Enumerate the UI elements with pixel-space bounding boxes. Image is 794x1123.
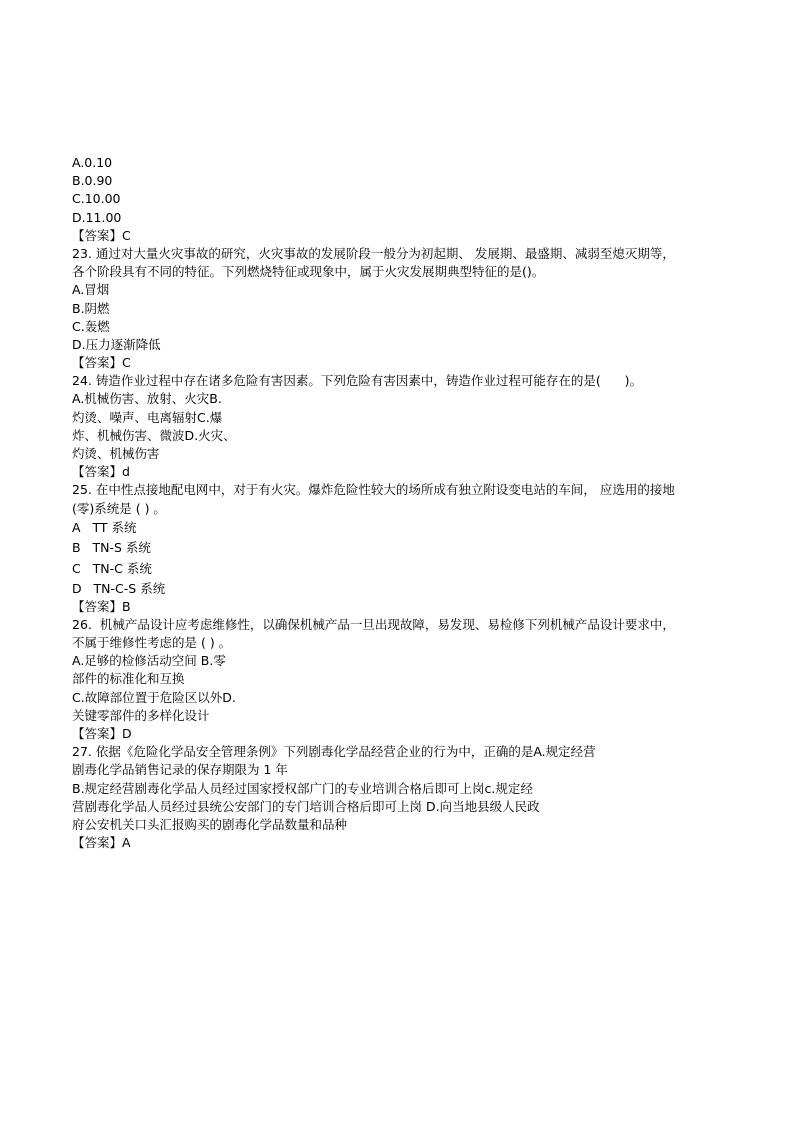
q26-options-line-1: A.足够的检修活动空间 B.零 xyxy=(72,653,226,669)
option-c: C.10.00 xyxy=(72,191,121,207)
q26-options-line-4: 关键零部件的多样化设计 xyxy=(72,707,210,723)
question-26-line-1: 26. 机械产品设计应考虑维修性，以确保机械产品一旦出现故障，易发现、易检修下列机械产品设计要求中， xyxy=(72,616,675,632)
option-d: D.11.00 xyxy=(72,209,122,225)
answer-27: 【答案】A xyxy=(72,835,131,851)
question-27-line-3: B.规定经营剧毒化学品人员经过国家授权部广门的专业培训合格后即可上岗c.规定经 xyxy=(72,780,533,796)
q26-options-line-2: 部件的标准化和互换 xyxy=(72,671,185,687)
option-b: B.0.90 xyxy=(72,173,113,189)
document-page xyxy=(72,154,732,852)
answer-26: 【答案】D xyxy=(72,726,132,742)
q23-option-d: D.压力逐渐降低 xyxy=(72,336,161,352)
question-23-line-1: 23. 通过对大量火灾事故的研究，火灾事故的发展阶段一般分为初起期、 发展期、最盛期、减弱至熄灭期等， xyxy=(72,245,675,261)
answer-23: 【答案】C xyxy=(72,355,131,371)
question-27-line-2: 剧毒化学品销售记录的保存期限为 1 年 xyxy=(72,762,288,778)
q24-options-line-3: 炸、机械伤害、微波D.火灾、 xyxy=(72,427,236,443)
answer-24: 【答案】d xyxy=(72,464,130,480)
question-25-line-2: (零)系统是 ( ) 。 xyxy=(72,500,166,516)
q23-option-a: A.冒烟 xyxy=(72,282,110,298)
answer-22: 【答案】C xyxy=(72,227,131,243)
question-24: 24. 铸造作业过程中存在诸多危险有害因素。下列危险有害因素中，铸造作业过程可能存在的是( )。 xyxy=(72,373,642,389)
q23-option-b: B.阴燃 xyxy=(72,300,110,316)
q25-option-c: C TN-C 系统 xyxy=(72,560,152,576)
q25-option-d: D TN-C-S 系统 xyxy=(72,580,166,596)
q25-option-a: A TT 系统 xyxy=(72,519,137,535)
option-a: A.0.10 xyxy=(72,155,113,170)
q25-option-b: B TN-S 系统 xyxy=(72,540,151,556)
q24-options-line-1: A.机械伤害、放射、火灾B. xyxy=(72,391,222,407)
q24-options-line-2: 灼烫、噪声、电离辐射C.爆 xyxy=(72,409,223,425)
question-23-line-2: 各个阶段具有不同的特征。下列燃烧特征或现象中，属于火灾发展期典型特征的是()。 xyxy=(72,264,545,280)
question-27-line-5: 府公安机关口头汇报购买的剧毒化学品数量和品种 xyxy=(72,816,348,832)
q26-options-line-3: C.故障部位置于危险区以外D. xyxy=(72,689,236,705)
question-25-line-1: 25. 在中性点接地配电网中，对于有火灾。爆炸危险性较大的场所成有独立附设变电站的车间， 应选用的接地 xyxy=(72,482,675,498)
question-26-line-2: 不属于维修性考虑的是 ( ) 。 xyxy=(72,635,232,651)
question-27-line-4: 营剧毒化学品人员经过县统公安部门的专门培训合格后即可上岗 D.向当地县级人民政 xyxy=(72,798,540,814)
answer-25: 【答案】B xyxy=(72,598,131,614)
question-27-line-1: 27. 依据《危险化学品安全管理条例》下列剧毒化学品经营企业的行为中，正确的是A.规定经营 xyxy=(72,744,596,760)
q23-option-c: C.轰燃 xyxy=(72,318,110,334)
q24-options-line-4: 灼烫、机械伤害 xyxy=(72,446,160,461)
